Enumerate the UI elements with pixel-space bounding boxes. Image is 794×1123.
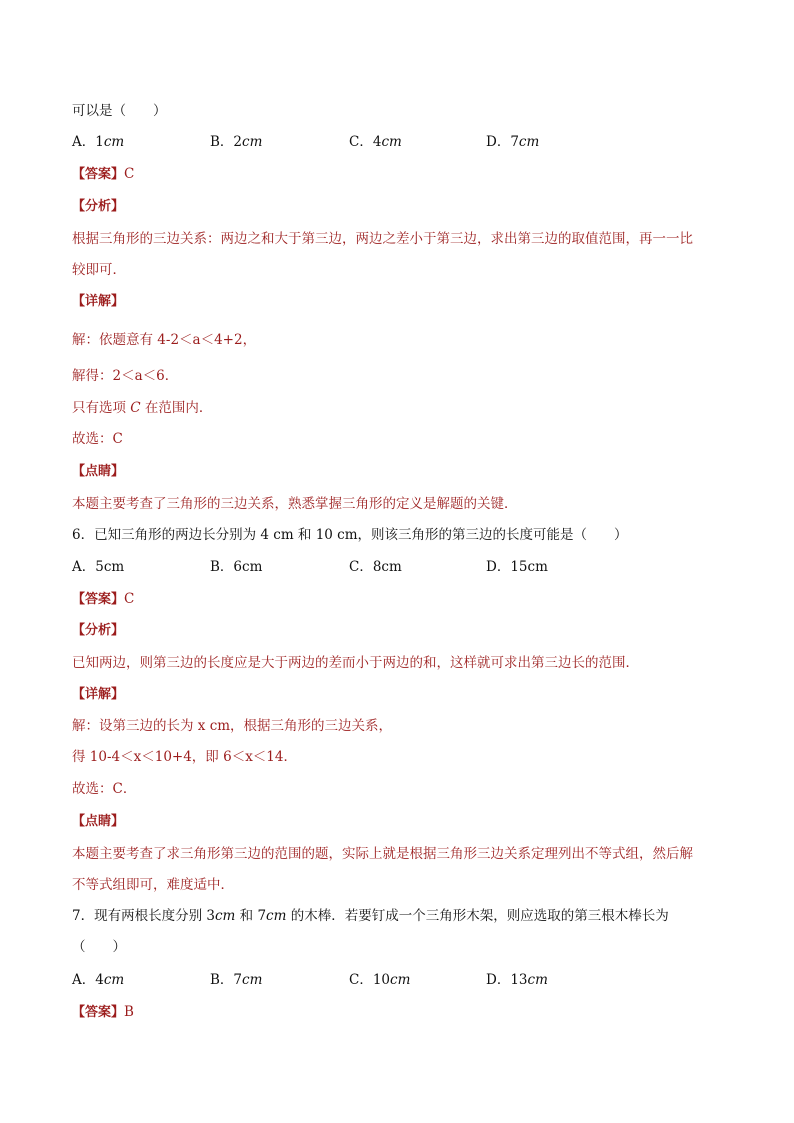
q5-stem-end: 可以是（ ） <box>72 103 167 119</box>
option-d: D．7cm <box>486 134 540 150</box>
q5-answer: 【答案】C <box>72 166 135 182</box>
q5-detail-line-2: 解得：2＜a＜6． <box>72 368 179 384</box>
option-b: B．6cm <box>210 559 263 575</box>
q6-comment-line-2: 不等式组即可，难度适中． <box>72 877 234 893</box>
q7-stem-line-1: 7．现有两根长度分别 3cm 和 7cm 的木棒．若要钉成一个三角形木架，则应选取的第三根木棒长为 <box>72 908 669 924</box>
q6-comment-line-1: 本题主要考查了求三角形第三边的范围的题，实际上就是根据三角形三边关系定理列出不等式组，然后解 <box>72 846 693 862</box>
q6-answer: 【答案】C <box>72 591 135 607</box>
option-d: D．15cm <box>486 559 548 575</box>
q6-comment-tag: 【点睛】 <box>72 814 125 829</box>
option-c: C．8cm <box>349 559 402 575</box>
option-a: A．5cm <box>72 559 125 575</box>
q6-detail-line-2: 得 10-4＜x＜10+4，即 6＜x＜14． <box>72 749 297 765</box>
option-a: A．1cm <box>72 134 125 150</box>
q5-detail-line-4: 故选：C <box>72 431 123 447</box>
option-d: D．13cm <box>486 972 548 988</box>
q6-analysis: 已知两边，则第三边的长度应是大于两边的差而小于两边的和，这样就可求出第三边长的范围． <box>72 655 639 671</box>
q7-stem-line-2: （ ） <box>72 939 126 955</box>
q5-comment: 本题主要考查了三角形的三边关系，熟悉掌握三角形的定义是解题的关键． <box>72 496 518 512</box>
q6-detail-line-3: 故选：C． <box>72 781 137 797</box>
q7-answer: 【答案】B <box>72 1004 134 1020</box>
answer-value: C <box>124 166 135 182</box>
option-c: C．10cm <box>349 972 411 988</box>
option-c: C．4cm <box>349 134 402 150</box>
q6-detail-line-1: 解：设第三边的长为 x cm，根据三角形的三边关系， <box>72 718 393 734</box>
option-b: B．7cm <box>210 972 263 988</box>
option-a: A．4cm <box>72 972 125 988</box>
q5-comment-tag: 【点睛】 <box>72 464 125 479</box>
q6-stem: 6．已知三角形的两边长分别为 4 cm 和 10 cm，则该三角形的第三边的长度可能是（ ） <box>72 527 628 543</box>
q5-analysis-line-2: 较即可． <box>72 262 126 278</box>
q5-detail-tag: 【详解】 <box>72 294 125 309</box>
q5-detail-line-3: 只有选项 C 在范围内． <box>72 400 213 416</box>
q6-analysis-tag: 【分析】 <box>72 623 125 638</box>
q5-analysis-tag: 【分析】 <box>72 199 125 214</box>
q5-detail-line-1: 解：依题意有 4-2＜a＜4+2， <box>72 332 257 348</box>
answer-value: C <box>124 591 135 607</box>
q6-detail-tag: 【详解】 <box>72 687 125 702</box>
q5-analysis-line-1: 根据三角形的三边关系：两边之和大于第三边，两边之差小于第三边，求出第三边的取值范围，再一一比 <box>72 231 693 247</box>
option-b: B．2cm <box>210 134 263 150</box>
answer-value: B <box>124 1004 134 1020</box>
